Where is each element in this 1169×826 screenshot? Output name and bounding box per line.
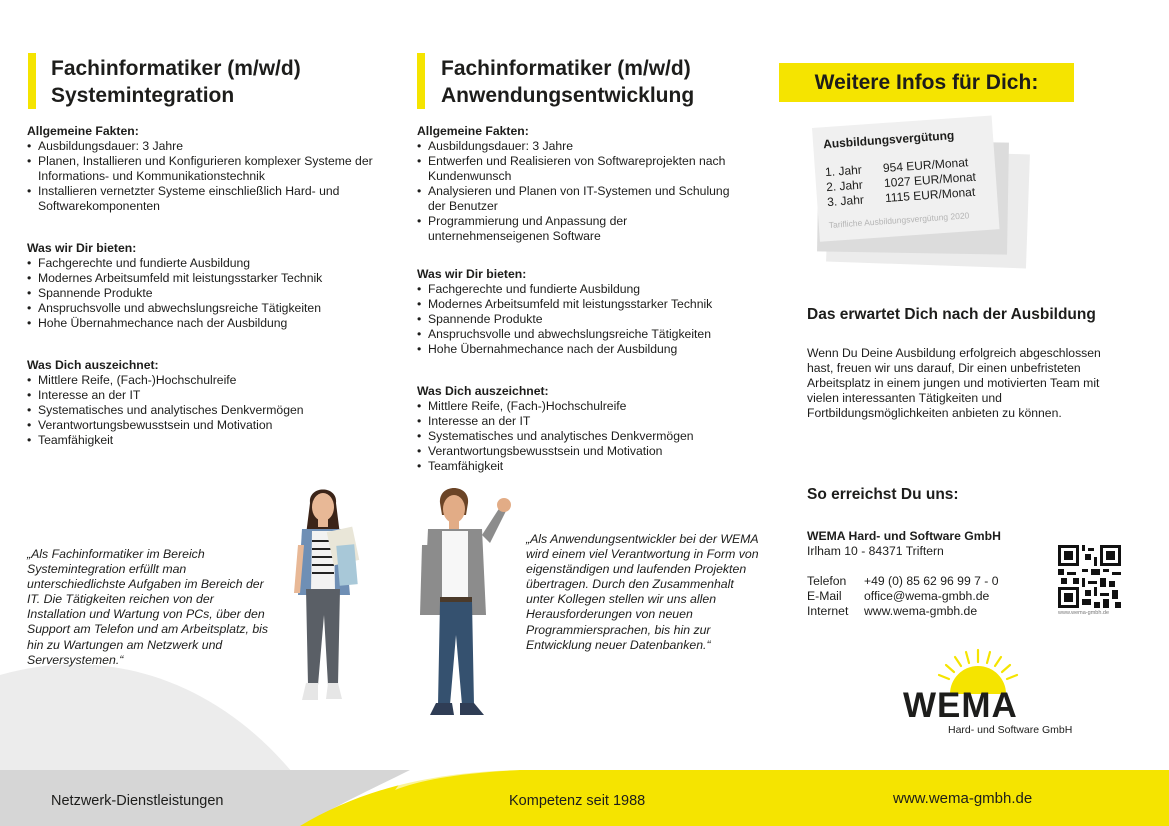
- list-item: • Verantwortungsbewusstsein und Motivation: [417, 444, 757, 459]
- facts-section: [417, 124, 747, 244]
- after-training-text: Wenn Du Deine Ausbildung erfolgreich abgeschlossen hast, freuen wir uns darauf, Dir einen unbefristeten Arbeitsplatz in einem jungen und motivierten Team mit vielen interessanten Tätigkeiten und Fortbildungsmöglichkeiten anbieten zu können.: [807, 346, 1101, 420]
- contact-heading: So erreichst Du uns:: [807, 486, 959, 503]
- pay-year: 3. Jahr: [826, 192, 865, 210]
- list-item: • Systematisches und analytisches Denkvermögen: [27, 403, 377, 418]
- profile-list: [417, 399, 757, 474]
- list-item: • Planen, Installieren und Konfigurieren komplexer Systeme der Informations- und Kommunikationstechnik: [27, 154, 377, 184]
- phone-value[interactable]: +49 (0) 85 62 96 99 7 - 0: [864, 574, 999, 588]
- title-line-2: Anwendungsentwicklung: [441, 84, 695, 107]
- list-item: • Spannende Produkte: [27, 286, 377, 301]
- profile-heading: Was Dich auszeichnet:: [417, 384, 549, 398]
- phone-row: [807, 574, 1047, 589]
- after-training-heading: Das erwartet Dich nach der Ausbildung: [807, 306, 1096, 323]
- web-label: Internet: [807, 604, 849, 618]
- qr-caption: www.wema-gmbh.de: [1058, 610, 1110, 616]
- pay-amount: 1027 EUR/Monat: [883, 169, 977, 191]
- list-item: • Mittlere Reife, (Fach-)Hochschulreife: [27, 373, 377, 388]
- list-item: • Analysieren und Planen von IT-Systemen und Schulung der Benutzer: [417, 184, 747, 214]
- profile-list: [27, 373, 377, 448]
- title-line-1: Fachinformatiker (m/w/d): [441, 57, 691, 80]
- facts-list: [27, 139, 377, 214]
- qr-code-icon[interactable]: [1058, 545, 1121, 608]
- offer-heading: Was wir Dir bieten:: [417, 267, 527, 281]
- list-item: • Programmierung und Anpassung der unternehmenseigenen Software: [417, 214, 747, 244]
- list-item: • Verantwortungsbewusstsein und Motivation: [27, 418, 377, 433]
- facts-heading: Allgemeine Fakten:: [27, 124, 139, 138]
- list-item: • Fachgerechte und fundierte Ausbildung: [417, 282, 757, 297]
- list-item: • Hohe Übernahmechance nach der Ausbildung: [27, 316, 377, 331]
- offer-list: [417, 282, 757, 357]
- list-item: • Modernes Arbeitsumfeld mit leistungsstarker Technik: [417, 297, 757, 312]
- title-accent-bar: [417, 53, 425, 109]
- pay-year: 2. Jahr: [825, 177, 864, 195]
- profile-section: [417, 384, 757, 474]
- list-item: • Ausbildungsdauer: 3 Jahre: [27, 139, 377, 154]
- footer-website-link[interactable]: www.wema-gmbh.de: [893, 790, 1033, 807]
- list-item: • Anspruchsvolle und abwechslungsreiche Tätigkeiten: [417, 327, 757, 342]
- web-link[interactable]: www.wema-gmbh.de: [864, 604, 978, 618]
- list-item: • Systematisches und analytisches Denkvermögen: [417, 429, 757, 444]
- pay-card-title: Ausbildungsvergütung: [822, 128, 955, 152]
- title-line-1: Fachinformatiker (m/w/d): [51, 57, 301, 80]
- student-photo-female: [280, 485, 370, 725]
- facts-list: [417, 139, 747, 244]
- offer-section: [417, 267, 757, 357]
- phone-label: Telefon: [807, 574, 847, 588]
- list-item: • Hohe Übernahmechance nach der Ausbildung: [417, 342, 757, 357]
- wema-logo-subtitle: Hard- und Software GmbH: [948, 724, 1073, 736]
- student-photo-male: [412, 485, 522, 725]
- list-item: • Anspruchsvolle und abwechslungsreiche Tätigkeiten: [27, 301, 377, 316]
- offer-list: [27, 256, 377, 331]
- list-item: • Installieren vernetzter Systeme einschließlich Hard- und Softwarekomponenten: [27, 184, 377, 214]
- footer-center: Kompetenz seit 1988: [509, 793, 646, 809]
- pay-year: 1. Jahr: [824, 162, 863, 180]
- list-item: • Entwerfen und Realisieren von Softwareprojekten nach Kundenwunsch: [417, 154, 747, 184]
- profile-section: [27, 358, 377, 448]
- footer-left: Netzwerk-Dienstleistungen: [51, 793, 224, 809]
- pay-footnote: Tarifliche Ausbildungsvergütung 2020: [828, 210, 970, 231]
- info-banner: Weitere Infos für Dich:: [779, 63, 1074, 102]
- facts-heading: Allgemeine Fakten:: [417, 124, 529, 138]
- list-item: • Interesse an der IT: [27, 388, 377, 403]
- web-row: [807, 604, 1047, 619]
- list-item: • Fachgerechte und fundierte Ausbildung: [27, 256, 377, 271]
- offer-heading: Was wir Dir bieten:: [27, 241, 137, 255]
- list-item: • Spannende Produkte: [417, 312, 757, 327]
- facts-section: [27, 124, 377, 214]
- list-item: • Ausbildungsdauer: 3 Jahre: [417, 139, 747, 154]
- list-item: • Teamfähigkeit: [27, 433, 377, 448]
- testimonial-quote: „Als Anwendungsentwickler bei der WEMA wird einem viel Verantwortung in Form von eigenständigen und laufenden Projekten übertragen. Durch den Zusammenhalt unter Kollegen stellen wir uns allen Herausforderungen von neuen Programmiersprachen, bis hin zur Entwicklung neuer Datenbanken.“: [526, 532, 759, 652]
- title-line-2: Systemintegration: [51, 84, 235, 107]
- pay-amount: 1115 EUR/Monat: [884, 184, 976, 206]
- email-label: E-Mail: [807, 589, 842, 603]
- wema-logo-text: WEMA: [903, 686, 1018, 725]
- email-link[interactable]: office@wema-gmbh.de: [864, 589, 990, 603]
- profile-heading: Was Dich auszeichnet:: [27, 358, 159, 372]
- testimonial-quote: „Als Fachinformatiker im Bereich Systemintegration erfüllt man unterschiedlichste Aufgaben im Bereich der IT. Die Tätigkeiten reichen von der Installation und Wartung von PCs, über den Support am Telefon und am Arbeitsplatz, bis hin zu Wartungen am Netzwerk und Serversystemen.“: [27, 547, 269, 667]
- contact-block: [807, 529, 1047, 619]
- company-name: WEMA Hard- und Software GmbH: [807, 529, 1001, 543]
- offer-section: [27, 241, 377, 331]
- pay-amount: 954 EUR/Monat: [882, 155, 969, 176]
- training-pay-card: [812, 115, 1000, 241]
- list-item: • Modernes Arbeitsumfeld mit leistungsstarker Technik: [27, 271, 377, 286]
- company-address: Irlham 10 - 84371 Triftern: [807, 544, 944, 558]
- list-item: • Teamfähigkeit: [417, 459, 757, 474]
- list-item: • Mittlere Reife, (Fach-)Hochschulreife: [417, 399, 757, 414]
- column-title: [51, 55, 301, 109]
- list-item: • Interesse an der IT: [417, 414, 757, 429]
- title-accent-bar: [28, 53, 36, 109]
- column-title: [441, 55, 694, 109]
- email-row: [807, 589, 1047, 604]
